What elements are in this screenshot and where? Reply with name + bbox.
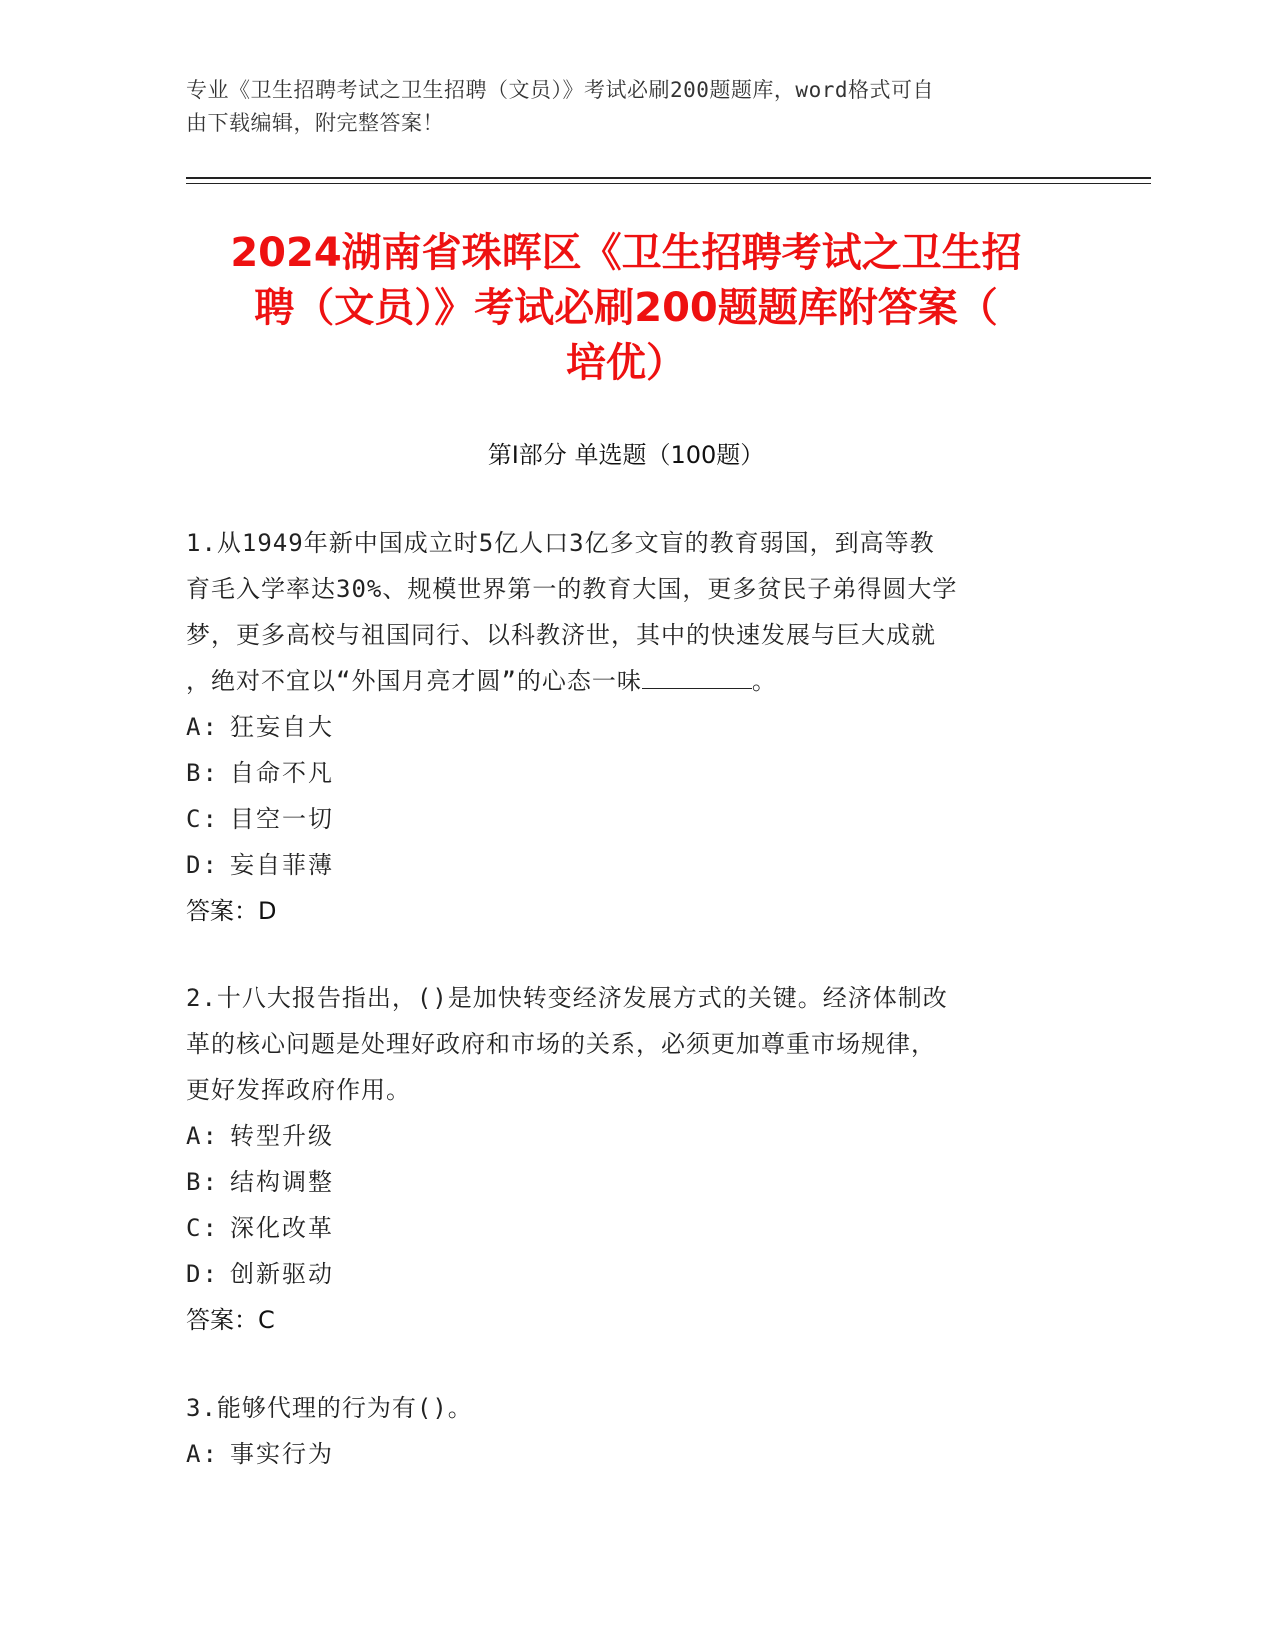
question-1 xyxy=(186,520,1076,934)
option-a xyxy=(186,704,1076,750)
option-b xyxy=(186,1159,1076,1205)
header-divider-thin xyxy=(186,183,1151,184)
header-note-line: 专业《卫生招聘考试之卫生招聘（文员）》考试必刷200题题库，word格式可自 xyxy=(186,78,934,102)
option-key: C: xyxy=(186,1214,219,1242)
question-stem-line: 更好发挥政府作用。 xyxy=(186,1076,411,1104)
answer-line: 答案：D xyxy=(186,897,277,925)
option-text: 创新驱动 xyxy=(230,1260,334,1288)
option-key: B: xyxy=(186,1168,219,1196)
option-d xyxy=(186,842,1076,888)
question-stem-line: 1.从1949年新中国成立时5亿人口3亿多文盲的教育弱国，到高等教 xyxy=(186,529,935,557)
option-text: 转型升级 xyxy=(230,1122,334,1150)
question-stem-line: 3.能够代理的行为有()。 xyxy=(186,1394,473,1422)
option-a xyxy=(186,1113,1076,1159)
question-stem-line: 革的核心问题是处理好政府和市场的关系，必须更加尊重市场规律， xyxy=(186,1030,936,1058)
option-key: B: xyxy=(186,759,219,787)
question-3 xyxy=(186,1385,1076,1477)
title-line: 聘（文员）》考试必刷200题题库附答案（ xyxy=(254,285,998,331)
question-stem-line: 梦，更多高校与祖国同行、以科教济世，其中的快速发展与巨大成就 xyxy=(186,621,936,649)
option-text: 结构调整 xyxy=(230,1168,334,1196)
option-c xyxy=(186,1205,1076,1251)
option-key: A: xyxy=(186,1122,219,1150)
option-text: 深化改革 xyxy=(230,1214,334,1242)
title-line: 2024湖南省珠晖区《卫生招聘考试之卫生招 xyxy=(230,230,1022,276)
title-line: 培优） xyxy=(566,340,686,386)
question-stem-last-line xyxy=(186,658,1076,704)
document-title xyxy=(186,226,1066,391)
question-stem-tail: 。 xyxy=(751,667,777,695)
option-b xyxy=(186,750,1076,796)
question-stem-text: ，绝对不宜以“外国月亮才圆”的心态一味 xyxy=(186,667,642,695)
question-stem-line: 育毛入学率达30%、规模世界第一的教育大国，更多贫民子弟得圆大学 xyxy=(186,575,958,603)
option-text: 自命不凡 xyxy=(230,759,334,787)
option-key: A: xyxy=(186,1440,219,1468)
question-2 xyxy=(186,975,1076,1343)
option-text: 事实行为 xyxy=(230,1440,334,1468)
option-a xyxy=(186,1431,1076,1477)
option-text: 妄自菲薄 xyxy=(230,851,334,879)
question-stem-line: 2.十八大报告指出，()是加快转变经济发展方式的关键。经济体制改 xyxy=(186,984,948,1012)
option-d xyxy=(186,1251,1076,1297)
section-title: 第Ⅰ部分 单选题（100题） xyxy=(487,441,765,469)
option-key: C: xyxy=(186,805,219,833)
header-note-line: 由下载编辑，附完整答案！ xyxy=(186,111,444,135)
header-divider-thick xyxy=(186,177,1151,179)
option-c xyxy=(186,796,1076,842)
option-key: D: xyxy=(186,1260,219,1288)
option-text: 狂妄自大 xyxy=(230,713,334,741)
answer-blank xyxy=(642,668,752,689)
header-note xyxy=(186,74,1066,140)
answer-line: 答案：C xyxy=(186,1306,275,1334)
option-text: 目空一切 xyxy=(230,805,334,833)
option-key: D: xyxy=(186,851,219,879)
option-key: A: xyxy=(186,713,219,741)
